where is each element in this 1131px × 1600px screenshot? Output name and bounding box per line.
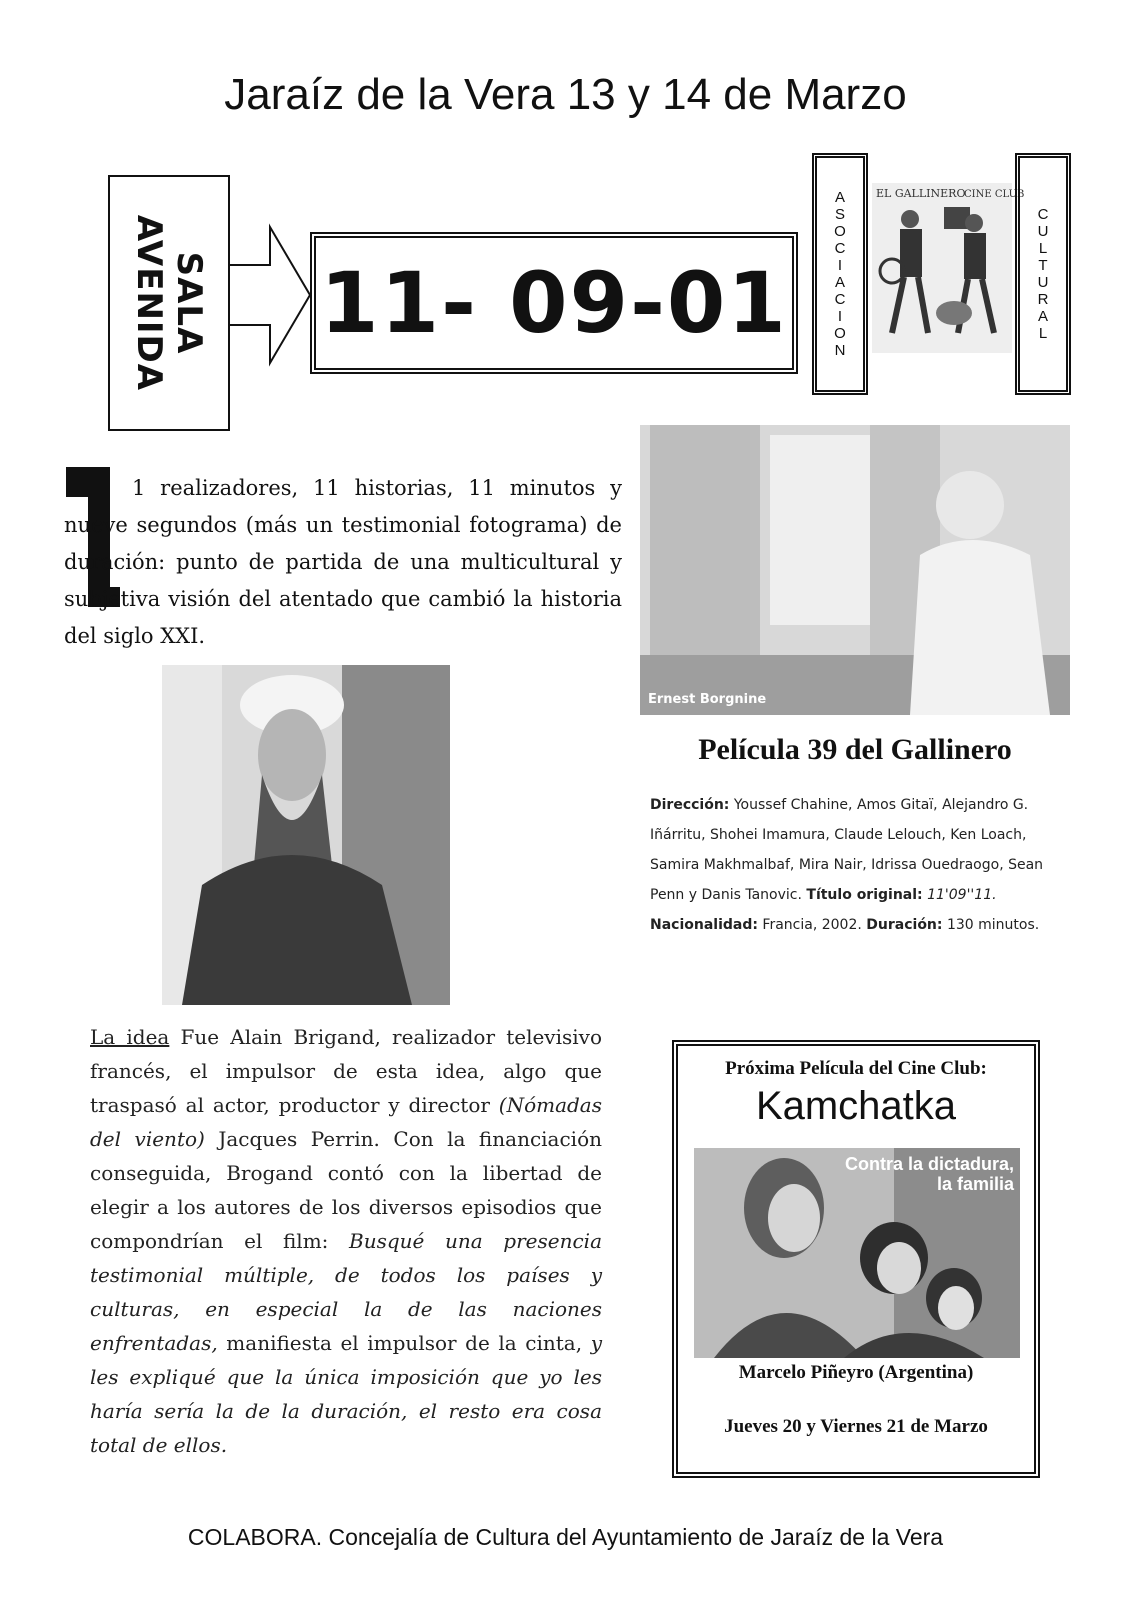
proxima-director: Marcelo Piñeyro (Argentina) [738,1362,974,1383]
photo-ernest-borgnine [640,425,1070,715]
photo-bearded-man [162,665,450,1005]
nacionalidad-label: Nacionalidad: [650,917,758,933]
photo-kamchatka [694,1148,1020,1358]
asociacion-letter: O [834,325,846,342]
idea-label: La idea [90,1025,170,1049]
sala-line1: SALA [169,251,209,355]
logo-right-text: CINE CLUB [964,189,1025,200]
asociacion-letter: C [834,240,846,257]
film-title-box [310,232,798,374]
pelicula-heading: Película 39 del Gallinero [698,733,1012,766]
asociacion-box [812,153,868,395]
asociacion-letter: I [837,308,843,325]
asociacion-letter: A [834,274,845,291]
intro-paragraph [64,470,622,655]
kamchatka-tagline [845,1154,1014,1194]
footer-credit: COLABORA. Concejalía de Cultura del Ayuntamiento de Jaraíz de la Vera [187,1524,944,1550]
sala-label [108,175,230,431]
asociacion-letter: N [834,342,846,359]
cultural-letter: U [1037,274,1049,291]
proxima-title: Kamchatka [755,1084,957,1128]
idea-paragraph [90,1020,602,1462]
proxima-dates: Jueves 20 y Viernes 21 de Marzo [724,1416,988,1437]
duracion-value: 130 minutos. [942,917,1040,933]
asociacion-letter: O [834,223,846,240]
direccion-value: Youssef Chahine, Amos Gitaï, Alejandro G. Iñárritu, Shohei Imamura, Claude Lelouch, Ken Loach, Samira Makhmalbaf, Mira Nair, Idrissa Ouedraogo, Sean Penn y Danis Tanovic. [650,797,1044,903]
cultural-letter: L [1038,240,1048,257]
cultural-box [1015,153,1071,395]
cultural-letter: A [1037,308,1048,325]
idea-part3: manifiesta el impulsor de la cinta, [217,1331,591,1355]
idea-part2: Jacques Perrin. Con la financiación conseguida, Brogand contó con la libertad de elegir a los autores de los diversos episodios que compondrían el film: [90,1127,602,1253]
titulo-label: Título original: [806,887,923,903]
cultural-letter: C [1037,206,1049,223]
proxima-heading: Próxima Película del Cine Club: [725,1058,987,1079]
idea-italic3: y les expliqué que la única imposición que yo les haría sería la de la duración, el resto era cosa total de ellos. [90,1331,602,1457]
titulo-value: 11'09''11. [922,887,997,903]
tagline-line1: Contra la dictadura, [844,1154,1014,1174]
cultural-letter: T [1038,257,1048,274]
arrow-right-icon [228,225,314,365]
page-title: Jaraíz de la Vera 13 y 14 de Marzo [224,70,907,119]
asociacion-letter: A [834,189,845,206]
nacionalidad-value: Francia, 2002. [757,917,867,933]
cultural-letter: U [1037,223,1049,240]
tagline-line2: la familia [936,1174,1014,1194]
intro-text: 1 realizadores, 11 historias, 11 minutos y nueve segundos (más un testimonial fotograma) de duración: punto de partida de una multicultural y subjetiva visión del atentado que cambió la historia del siglo XXI. [64,476,622,648]
cultural-letter: L [1038,325,1048,342]
asociacion-letter: I [837,257,843,274]
photo1-caption: Ernest Borgnine [648,692,767,707]
film-credits [650,790,1066,940]
duracion-label: Duración: [866,917,943,933]
direccion-label: Dirección: [650,797,730,813]
idea-part1: Fue Alain Brigand, realizador televisivo francés, el impulsor de esta idea, algo que traspasó al actor, productor y director [90,1025,603,1117]
cineclub-logo [872,183,1025,353]
logo-left-text: EL GALLINERO [876,187,966,200]
cultural-letter: R [1037,291,1049,308]
asociacion-letter: S [834,206,845,223]
asociacion-letter: C [834,291,846,308]
film-title: 11- 09-01 [320,254,788,352]
idea-italic2: Busqué una presencia testimonial múltiple, de todos los países y culturas, en especial la de las naciones enfrentadas, [90,1229,602,1355]
idea-italic1: (Nómadas del viento) [90,1093,602,1151]
sala-line2: AVENIDA [129,214,169,392]
